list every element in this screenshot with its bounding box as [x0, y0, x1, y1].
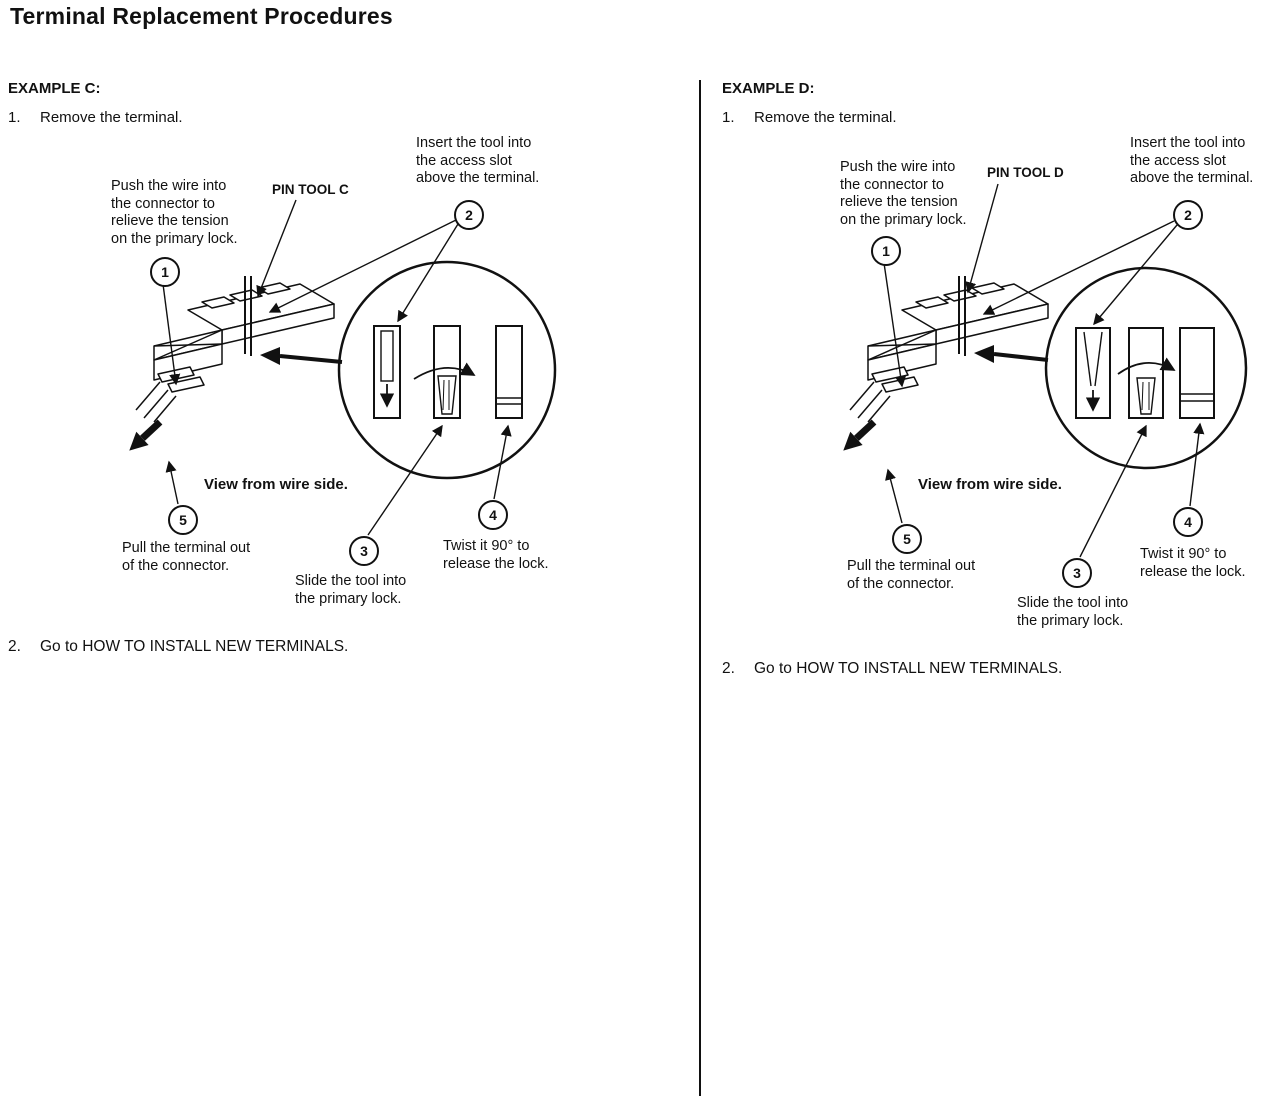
label-line: the connector to: [840, 176, 944, 193]
callout-1: 1: [871, 236, 901, 266]
magnifier-pointer-arrow: [260, 347, 342, 365]
pull-direction-arrow: [837, 415, 880, 457]
label-line: Twist it 90° to: [443, 538, 530, 554]
label-line: Slide the tool into: [1017, 595, 1129, 611]
label-twist-release: [1140, 546, 1246, 581]
step-number: 2.: [722, 660, 735, 677]
label-line: Pull the terminal out: [847, 558, 976, 574]
step-text: Remove the terminal.: [754, 109, 897, 126]
label-line: of the connector.: [122, 557, 230, 574]
step-number: 1.: [8, 109, 21, 126]
step-text: Remove the terminal.: [40, 109, 183, 126]
callout-5: 5: [892, 524, 922, 554]
label-line: release the lock.: [443, 555, 549, 572]
example-heading: EXAMPLE D:: [722, 80, 815, 97]
callout-4: 4: [478, 500, 508, 530]
label-insert-tool: [416, 135, 539, 188]
label-pull-terminal: [122, 540, 250, 575]
label-line: relieve the tension: [840, 194, 958, 210]
callout-3: 3: [1062, 558, 1092, 588]
label-line: the primary lock.: [295, 590, 402, 607]
label-line: of the connector.: [847, 575, 955, 592]
column-divider: [699, 80, 701, 1096]
callout-2: 2: [1173, 200, 1203, 230]
label-line: the connector to: [111, 195, 215, 212]
label-insert-tool: [1130, 135, 1253, 188]
example-c-section: [8, 78, 680, 748]
page-title: Terminal Replacement Procedures: [10, 3, 393, 29]
magnified-view: [339, 262, 555, 478]
callout-1: 1: [150, 257, 180, 287]
callout-3: 3: [349, 536, 379, 566]
label-line: Slide the tool into: [295, 573, 407, 589]
callout-2: 2: [454, 200, 484, 230]
label-pull-terminal: [847, 558, 975, 593]
magnifier-pointer-arrow: [974, 345, 1048, 363]
step-2: [8, 638, 348, 656]
label-pin-tool: PIN TOOL C: [272, 182, 349, 197]
callout-4: 4: [1173, 507, 1203, 537]
label-view-from-wire-side: View from wire side.: [918, 476, 1062, 493]
label-line: Insert the tool into: [1130, 135, 1246, 151]
label-twist-release: [443, 538, 549, 573]
step-text: Go to HOW TO INSTALL NEW TERMINALS.: [40, 638, 349, 655]
label-slide-tool: [295, 573, 406, 608]
label-line: on the primary lock.: [111, 230, 238, 247]
step-number: 2.: [8, 638, 21, 655]
label-line: Insert the tool into: [416, 135, 532, 151]
step-number: 1.: [722, 109, 735, 126]
callout-5: 5: [168, 505, 198, 535]
label-push-wire: [111, 178, 238, 248]
label-line: above the terminal.: [416, 170, 540, 186]
label-line: Push the wire into: [111, 178, 227, 194]
connector-drawing: [850, 283, 1048, 422]
example-d-section: [722, 78, 1280, 748]
diagram-example-c: [8, 78, 680, 718]
label-line: Pull the terminal out: [122, 540, 251, 556]
label-line: the primary lock.: [1017, 612, 1124, 629]
label-line: the access slot: [1130, 152, 1226, 169]
magnified-view: [1046, 268, 1246, 468]
pull-direction-arrow: [123, 415, 166, 457]
label-slide-tool: [1017, 595, 1128, 630]
label-pin-tool: PIN TOOL D: [987, 165, 1064, 180]
label-view-from-wire-side: View from wire side.: [204, 476, 348, 493]
step-2: [722, 660, 1062, 678]
label-line: Twist it 90° to: [1140, 546, 1227, 562]
label-push-wire: [840, 159, 967, 229]
label-line: above the terminal.: [1130, 170, 1254, 186]
step-text: Go to HOW TO INSTALL NEW TERMINALS.: [754, 660, 1063, 677]
label-line: release the lock.: [1140, 563, 1246, 580]
label-line: Push the wire into: [840, 159, 956, 175]
label-line: relieve the tension: [111, 213, 229, 229]
step-1: [8, 109, 183, 126]
step-1: [722, 109, 897, 126]
label-line: on the primary lock.: [840, 211, 967, 228]
label-line: the access slot: [416, 152, 512, 169]
example-heading: EXAMPLE C:: [8, 80, 101, 97]
